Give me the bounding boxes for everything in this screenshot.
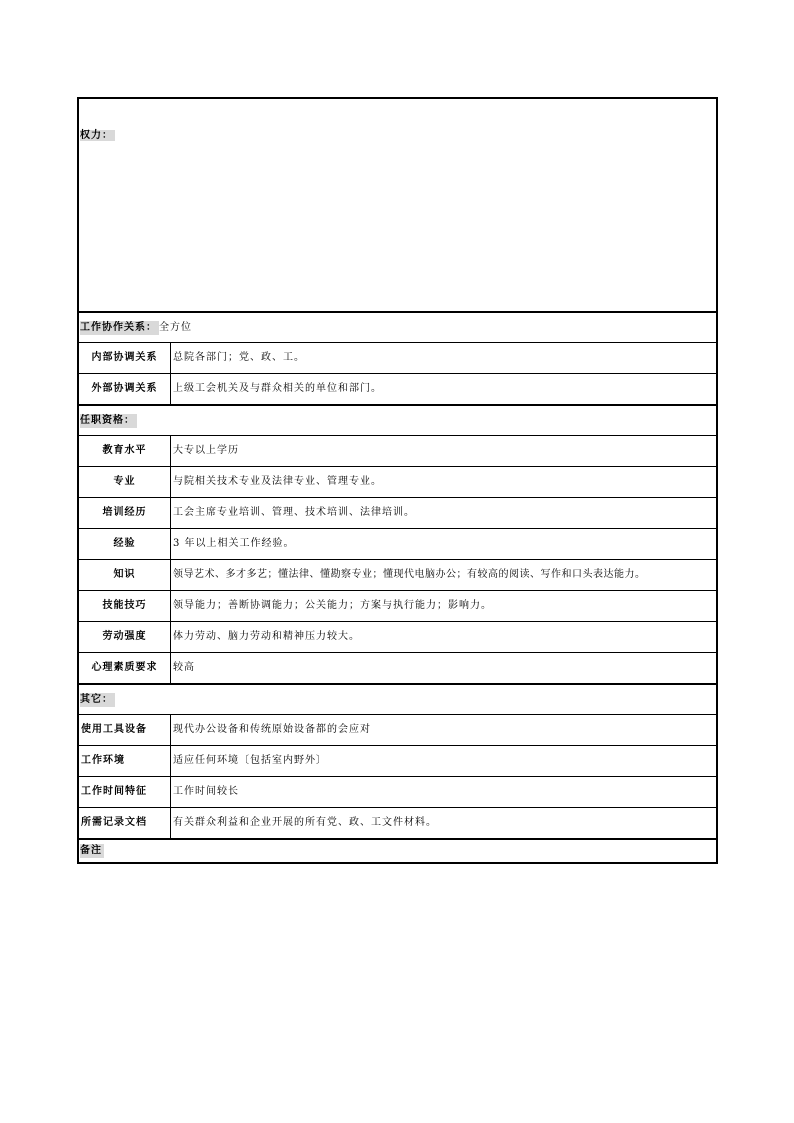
qualification-row — [79, 621, 716, 652]
internal-coordination-row — [79, 342, 716, 373]
field-value: 体力劳动、脑力劳动和精神压力较大。 — [173, 631, 360, 642]
qualification-row — [79, 559, 716, 590]
field-label: 工作时间特征 — [79, 777, 171, 807]
field-value: 大专以上学历 — [173, 445, 239, 456]
qualification-row — [79, 466, 716, 497]
qualification-row — [79, 528, 716, 559]
field-label: 专业 — [79, 467, 171, 497]
qualification-row — [79, 590, 716, 621]
qualification-row — [79, 497, 716, 528]
other-row — [79, 807, 716, 838]
field-label: 技能技巧 — [79, 591, 171, 621]
field-value: 较高 — [173, 662, 195, 673]
collaboration-header — [79, 311, 716, 342]
authority-section — [79, 99, 716, 311]
field-label: 所需记录文档 — [79, 808, 171, 838]
field-value: 上级工会机关及与群众相关的单位和部门。 — [173, 383, 382, 394]
field-label: 工作环境 — [79, 746, 171, 776]
field-label: 使用工具设备 — [79, 715, 171, 745]
field-value: 适应任何环境〔包括室内野外〕 — [173, 755, 327, 766]
remarks-label: 备注 — [80, 845, 102, 856]
qualification-header — [79, 404, 716, 435]
field-label: 知识 — [79, 560, 171, 590]
field-label: 内部协调关系 — [79, 343, 171, 373]
other-row — [79, 714, 716, 745]
collaboration-label: 工作协作关系： — [80, 321, 157, 333]
qualification-row — [79, 652, 716, 683]
other-header — [79, 683, 716, 714]
field-label: 劳动强度 — [79, 622, 171, 652]
authority-label: 权力： — [80, 130, 113, 141]
field-label: 培训经历 — [79, 498, 171, 528]
qualification-row — [79, 435, 716, 466]
field-label: 心理素质要求 — [79, 653, 171, 683]
field-label: 教育水平 — [79, 436, 171, 466]
collaboration-value: 全方位 — [159, 321, 192, 333]
field-value: 有关群众利益和企业开展的所有党、政、工文件材料。 — [173, 817, 437, 828]
external-coordination-row — [79, 373, 716, 404]
field-value: 现代办公设备和传统原始设备都的会应对 — [173, 724, 371, 735]
field-label: 外部协调关系 — [79, 374, 171, 404]
field-value: 与院相关技术专业及法律专业、管理专业。 — [173, 476, 382, 487]
other-label: 其它： — [80, 693, 113, 705]
other-row — [79, 745, 716, 776]
other-row — [79, 776, 716, 807]
job-description-table — [77, 97, 718, 864]
field-value: 3 年以上相关工作经验。 — [173, 538, 295, 549]
field-value: 总院各部门；党、政、工。 — [173, 352, 305, 363]
field-value: 领导艺术、多才多艺；懂法律、懂勘察专业；懂现代电脑办公；有较高的阅读、写作和口头表达能力。 — [173, 569, 646, 580]
remarks-row — [79, 838, 716, 862]
field-value: 领导能力；善断协调能力；公关能力；方案与执行能力；影响力。 — [173, 600, 492, 611]
field-label: 经验 — [79, 529, 171, 559]
field-value: 工会主席专业培训、管理、技术培训、法律培训。 — [173, 507, 415, 518]
qualification-label: 任职资格： — [80, 414, 135, 426]
field-value: 工作时间较长 — [173, 786, 239, 797]
